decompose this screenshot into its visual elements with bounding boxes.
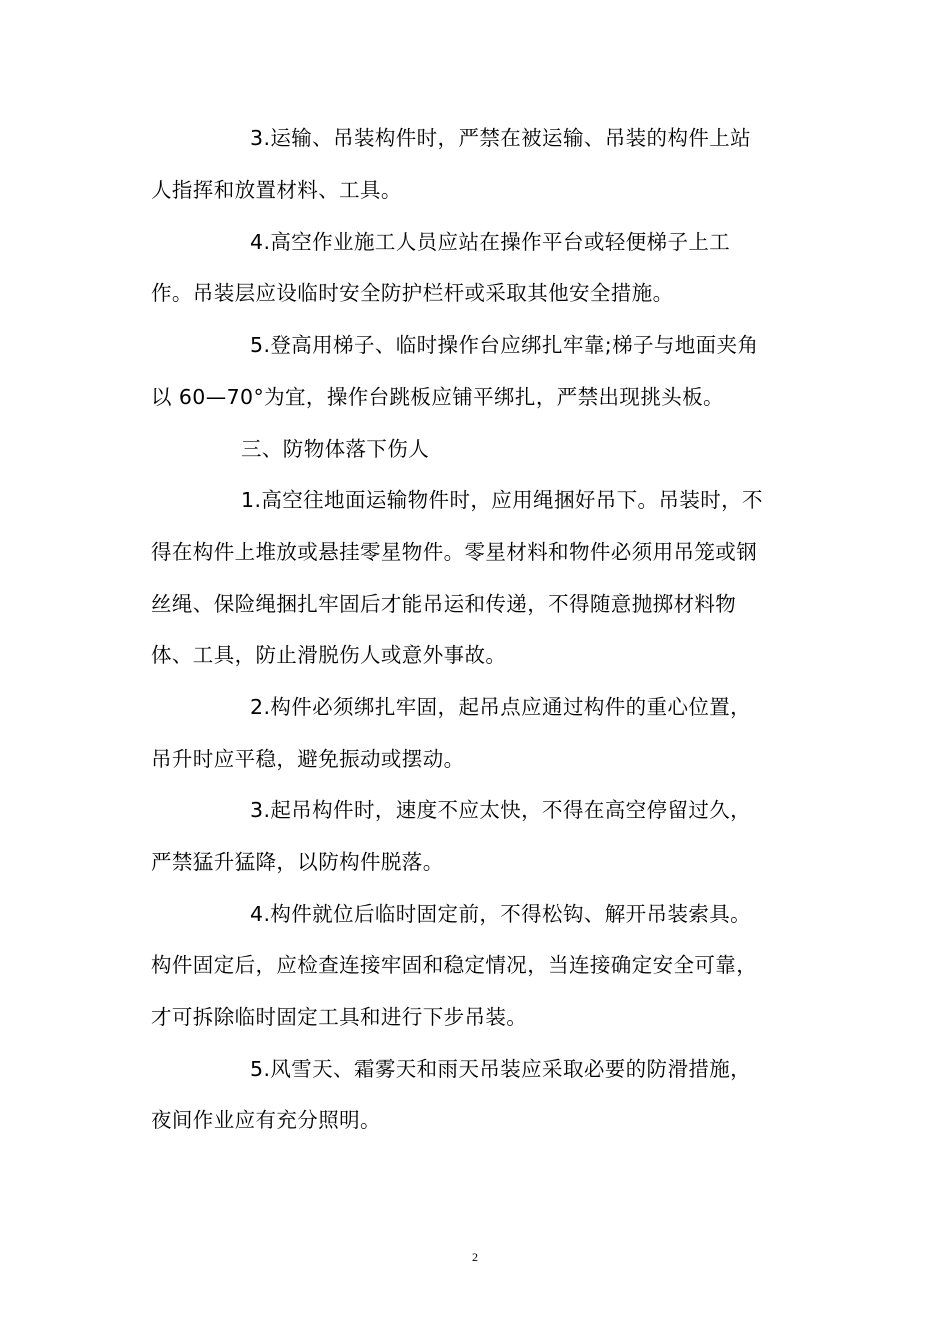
- text-line: 吊升时应平稳，避免振动或摆动。: [151, 747, 465, 771]
- text-line: 才可拆除临时固定工具和进行下步吊装。: [151, 1005, 528, 1029]
- text-line: 夜间作业应有充分照明。: [151, 1108, 381, 1132]
- text-line: 作。吊装层应设临时安全防护栏杆或采取其他安全措施。: [151, 281, 674, 305]
- text-line: 1.高空往地面运输物件时，应用绳捆好吊下。吊装时，不: [241, 488, 763, 512]
- text-line: 得在构件上堆放或悬挂零星物件。零星材料和物件必须用吊笼或钢: [151, 540, 758, 564]
- text-line: 体、工具，防止滑脱伤人或意外事故。: [151, 643, 507, 667]
- text-line: 2.构件必须绑扎牢固，起吊点应通过构件的重心位置，: [250, 695, 752, 719]
- text-line: 严禁猛升猛降，以防构件脱落。: [151, 850, 444, 874]
- text-line: 3.运输、吊装构件时，严禁在被运输、吊装的构件上站: [250, 126, 752, 150]
- text-line: 3.起吊构件时，速度不应太快，不得在高空停留过久，: [250, 798, 752, 822]
- text-line: 5.登高用梯子、临时操作台应绑扎牢靠;梯子与地面夹角: [250, 333, 759, 357]
- text-line: 5.风雪天、霜雾天和雨天吊装应采取必要的防滑措施，: [250, 1057, 752, 1081]
- section-heading: 三、防物体落下伤人: [241, 437, 430, 461]
- text-line: 构件固定后，应检查连接牢固和稳定情况，当连接确定安全可靠，: [151, 953, 758, 977]
- text-line: 4.高空作业施工人员应站在操作平台或轻便梯子上工: [250, 230, 731, 254]
- text-line: 丝绳、保险绳捆扎牢固后才能吊运和传递，不得随意抛掷材料物: [151, 592, 737, 616]
- text-line: 4.构件就位后临时固定前，不得松钩、解开吊装索具。: [250, 902, 752, 926]
- page-number: 2: [472, 1250, 478, 1264]
- text-line: 以 60—70°为宜，操作台跳板应铺平绑扎，严禁出现挑头板。: [151, 385, 724, 409]
- text-line: 人指挥和放置材料、工具。: [151, 178, 402, 202]
